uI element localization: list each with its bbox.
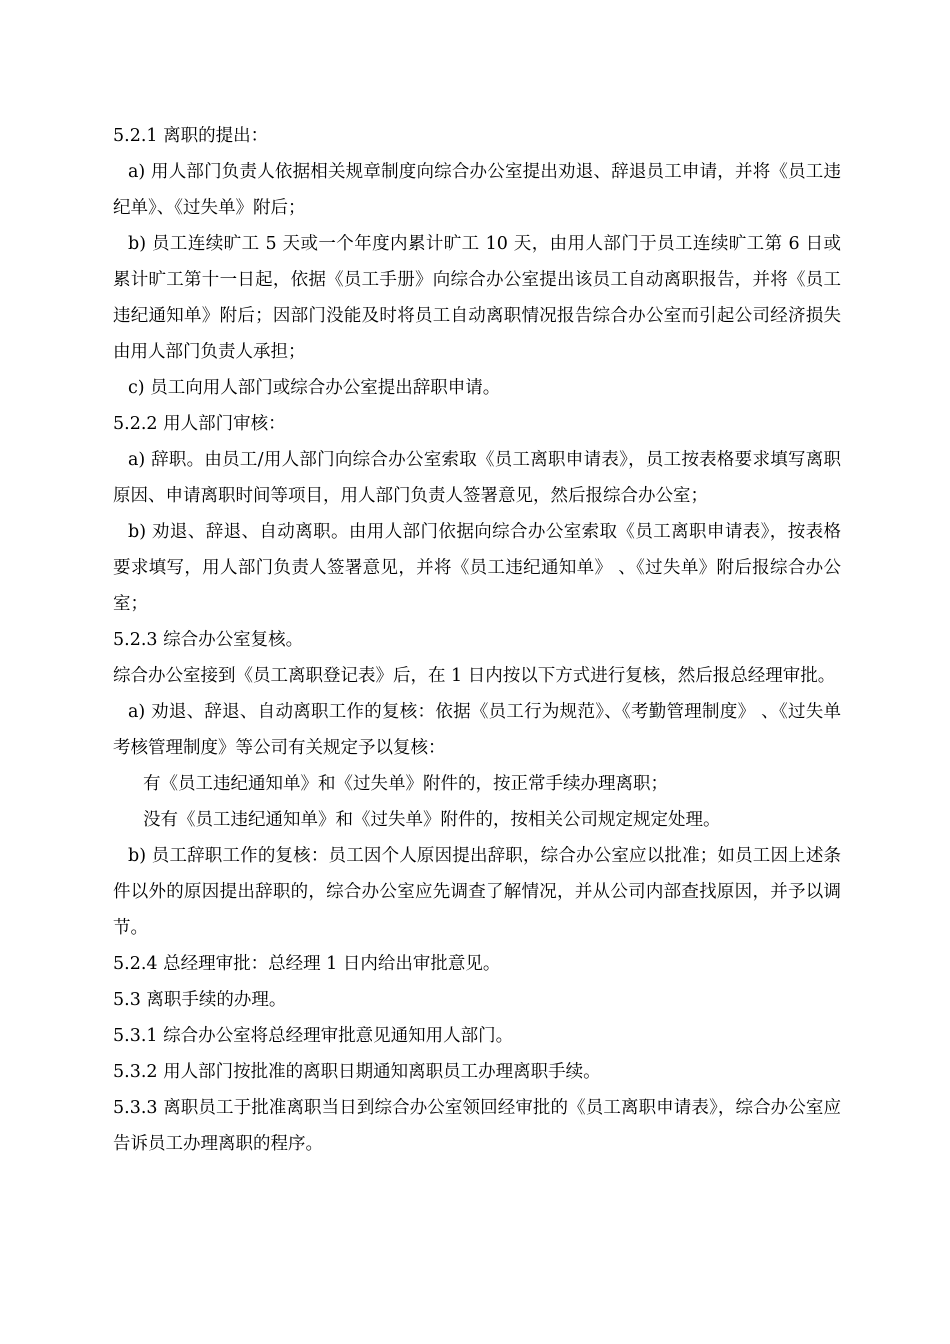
body-paragraph: 综合办公室接到《员工离职登记表》后，在 1 日内按以下方式进行复核，然后报总经理审批。 — [113, 666, 836, 686]
list-item-c: c) 员工向用人部门或综合办公室提出辞职申请。 — [128, 378, 501, 398]
section-heading-5-2-3: 5.2.3 综合办公室复核。 — [113, 630, 304, 650]
list-item-a: a) 劝退、辞退、自动离职工作的复核：依据《员工行为规范》、《考勤管理制度》 、《过失单考核管理制度》等公司有关规定予以复核： — [113, 702, 841, 758]
section-heading-5-3-2: 5.3.2 用人部门按批准的离职日期通知离职员工办理离职手续。 — [113, 1062, 601, 1082]
section-heading-5-3-3: 5.3.3 离职员工于批准离职当日到综合办公室领回经审批的《员工离职申请表》，综合办公室应告诉员工办理离职的程序。 — [113, 1098, 841, 1154]
document-body — [113, 118, 841, 1162]
section-heading-5-3-1: 5.3.1 综合办公室将总经理审批意见通知用人部门。 — [113, 1026, 514, 1046]
list-item-a: a) 辞职。由员工/用人部门向综合办公室索取《员工离职申请表》，员工按表格要求填写离职原因、申请离职时间等项目，用人部门负责人签署意见，然后报综合办公室； — [113, 450, 841, 506]
list-item-b: b) 劝退、辞退、自动离职。由用人部门依据向综合办公室索取《员工离职申请表》，按表格要求填写，用人部门负责人签署意见，并将《员工违纪通知单》 、《过失单》附后报综合办公室； — [113, 522, 841, 614]
sub-item: 有《员工违纪通知单》和《过失单》附件的，按正常手续办理离职； — [143, 774, 668, 794]
section-heading-5-2-4: 5.2.4 总经理审批：总经理 1 日内给出审批意见。 — [113, 954, 501, 974]
section-heading-5-3: 5.3 离职手续的办理。 — [113, 990, 287, 1010]
list-item-b: b) 员工连续旷工 5 天或一个年度内累计旷工 10 天，由用人部门于员工连续旷工第 6 日或累计旷工第十一日起，依据《员工手册》向综合办公室提出该员工自动离职报告，并将《员工违纪通知单》附后；因部门没能及时将员工自动离职情况报告综合办公室而引起公司经济损失由用人部门负责人承担； — [113, 234, 841, 362]
list-item-a: a) 用人部门负责人依据相关规章制度向综合办公室提出劝退、辞退员工申请，并将《员工违纪单》、《过失单》附后； — [113, 162, 841, 218]
list-item-b: b) 员工辞职工作的复核：员工因个人原因提出辞职，综合办公室应以批准；如员工因上述条件以外的原因提出辞职的，综合办公室应先调查了解情况，并从公司内部查找原因，并予以调节。 — [113, 846, 841, 938]
sub-item: 没有《员工违纪通知单》和《过失单》附件的，按相关公司规定规定处理。 — [143, 810, 721, 830]
section-heading-5-2-2: 5.2.2 用人部门审核： — [113, 414, 286, 434]
section-heading-5-2-1: 5.2.1 离职的提出： — [113, 126, 269, 146]
